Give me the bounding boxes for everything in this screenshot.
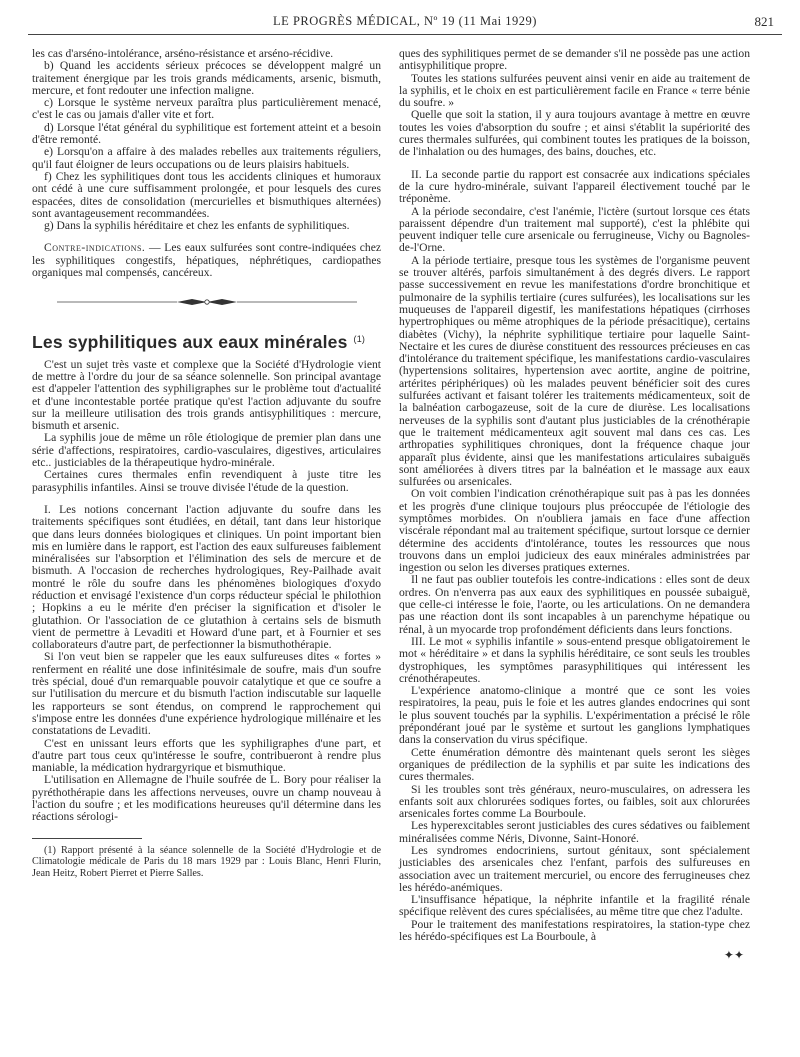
paragraph: Toutes les stations sulfurées peuvent ainsi venir en aide au traitement de la syphilis, et le choix en est particulièrement facile en France « terre bénie du soufre. » [399,71,750,110]
paragraph: Les hyperexcitables seront justiciables des cures sédatives ou faiblement minéralisées comme Néris, Divonne, Saint-Honoré. [399,819,750,845]
paragraph: A la période secondaire, c'est l'anémie, l'ictère (surtout lorsque ces états paraissent dépendre d'un traitement mal supporté), c'est la phlébite qui peuvent indiquer telle cure arsenicale ou ferrugineuse, Vichy ou Bagnoles-de-l'Orne. [399,204,750,255]
paragraph: g) Dans la syphilis héréditaire et chez les enfants de syphilitiques. [44,219,350,233]
left-column [32,48,381,879]
paragraph: les cas d'arséno-intolérance, arséno-résistance et arséno-récidive. [32,47,334,60]
paragraph: ques des syphilitiques permet de se demander s'il ne possède pas une action antisyphilitique propre. [399,47,750,73]
paragraph: Les syndromes endocriniens, surtout génitaux, sont spécialement justiciables des arsenicales chez l'enfant, parfois des sulfureuses en association avec un traitement mercuriel, ou encore des ferrugineuses chez les hérédo-anémiques. [399,844,750,894]
contraindications-label: Contre-indications. [44,241,146,255]
paragraph: Si les troubles sont très généraux, neuro-musculaires, on adressera les enfants soit aux chlorurées sodiques fortes, ou faibles, soit aux chlorurées arsenicales fortes comme La Bourboule. [399,782,750,821]
paragraph: On voit combien l'indication crénothérapique suit pas à pas les données et les progrès d'une clinique toujours plus préoccupée de l'étiologie des symptômes morbides. On n'oubliera jamais en face d'une affection viscérale répondant mal au traitement spécifique, surtout lorsque ce dernier détermine des accidents d'intolérance, toutes les ressources que nous trouvons dans un emploi judicieux des eaux minérales administrées par ingestion ou selon les diverses pratiques externes. [399,487,750,575]
article-title-text: Les syphilitiques aux eaux minérales [32,332,348,353]
running-head: LE PROGRÈS MÉDICAL, Nº 19 (11 Mai 1929) [273,14,537,28]
paragraph: Cette énumération démontre dès maintenant quels seront les sièges organiques de prédilection de la syphilis et par suite les indications des cures thermales. [399,745,750,784]
paragraph: C'est en unissant leurs efforts que les syphiligraphes d'une part, et d'autre part tous ceux qu'intéresse le soufre, contribueront à rendre plus maniable, la médication hydrargyrique et bismuthique. [32,736,381,775]
footnote-rule [32,838,142,839]
paragraph: L'insuffisance hépatique, la néphrite infantile et la fragilité rénale spécifique relèvent des cures spécialisées, au même titre que chez l'adulte. [399,893,750,919]
page-header [28,8,782,38]
paragraph: C'est un sujet très vaste et complexe que la Société d'Hydrologie vient de mettre à l'ordre du jour de sa séance solennelle. Son principal avantage est d'appeler l'attention des syphiligraphes sur le problème tout d'actualité et d'une incontestable portée pratique qu'est l'action adjuvante du soufre sur la meilleure utilisation des trois grands antisyphilitiques : mercure, bismuth et arsenic. [32,357,381,433]
paragraph: Il ne faut pas oublier toutefois les contre-indications : elles sont de deux ordres. On n'enverra pas aux eaux des syphilitiques en poussée subaiguë, que celle-ci intéresse le foie, l'aorte, ou les articulations. On ne demandera pas une réaction dont ils sont incapables à un parenchyme hépatique ou rénal, à un myocarde trop profondément déficients dans leurs fonctions. [399,573,750,636]
paragraph: Pour le traitement des manifestations respiratoires, la station-type chez les hérédo-spécifiques est La Bourboule, à [399,917,750,944]
paragraph: II. La seconde partie du rapport est consacrée aux indications spéciales de la cure hydro-minérale, suivant l'appareil électivement touché par le tréponème. [399,167,750,206]
paragraph: Certaines cures thermales enfin revendiquent à juste titre les parasyphilis infantiles. Ainsi se trouve divisée l'étude de la question. [32,468,381,494]
paragraph: L'utilisation en Allemagne de l'huile soufrée de L. Bory pour réaliser la pyréthothérapie dans les affections nerveuses, ouvre un champ nouveau à l'action du soufre ; et les modifications heureuses qu'il détermine dans les réactions sérologi- [32,773,381,824]
paragraph: A la période tertiaire, presque tous les systèmes de l'organisme peuvent se trouver altérés, parfois simultanément à des degrés divers. Le rapport passe successivement en revue les manifestations d'ordre bronchitique et pulmonaire de la syphilis tertiaire (cures sulfurées), les localisations sur les muqueuses de l'appareil digestif, les manifestations hépatiques (cirrhoses hypertrophiques ou même atrophiques de la période présacitique), certains diabètes (Vichy), la néphrite syphilitique tertiaire pour laquelle Saint-Nectaire et les cures de diurèse constituent des ressources précieuses en cas d'intolérance du traitement spécifique, les manifestations cardio-vasculaires (hypertensions solitaires, hypertension avec aortite, angine de poitrine, artérites périphériques) où les malades peuvent bénéficier soit des cures sulfurées activant et faisant tolérer les traitements médicamenteux, soit de la balnéation carbogazeuse, soit de la cure de diurèse. Les localisations nerveuses de la syphilis sont d'autant plus justiciables de la crénothérapie que le traitement médicamenteux agit souvent mal dans ces cas. Les arthropaties syphilitiques chroniques, dont la fréquence chaque jour apparaît plus évidente, ainsi que les manifestations articulaires subaiguës sont améliorées à divers titres par la balnéation et le massage aux eaux sulfurées ou arsenicales. [399,253,750,489]
paragraph: e) Lorsqu'on a affaire à des malades rebelles aux traitements réguliers, qu'il faut éloigner de leurs occupations ou de leurs plaisirs habituels. [32,145,381,171]
section-ornament [32,297,381,307]
page-number: 821 [754,14,774,29]
footnote: (1) Rapport présenté à la séance solennelle de la Société d'Hydrologie et de Climatologie médicale de Paris du 18 mars 1929 par : Louis Blanc, Henri Flurin, Jean Heitz, Robert Pierret et Pierre Salles. [32,844,381,879]
contraindications-paragraph [32,242,381,279]
right-column [399,48,750,962]
footnote-ref: (1) [353,334,366,345]
end-mark-icon: ✦✦ [723,948,744,963]
paragraph: Si l'on veut bien se rappeler que les eaux sulfureuses dites « fortes » renferment en réalité une dose infinitésimale de soufre, mais d'un soufre très spécial, doué d'un remarquable pouvoir catalytique et que ce soufre a sur l'utilisation du mercure et du bismuth l'action indiscutable sur laquelle les rapporteurs se sont étendus, on comprend le rapprochement qui s'impose entre les données d'une expérience hydrologique millénaire et les constatations de Levaditi. [32,650,381,738]
paragraph: La syphilis joue de même un rôle étiologique de premier plan dans une série d'affections, respiratoires, cardio-vasculaires, digestives, articulaires etc.. justiciables de la thérapeutique hydro-minérale. [32,431,381,470]
contraindications-text: — Les eaux sulfurées sont contre-indiquées chez les syphilitiques congestifs, hépatiques, néphrétiques, cardiopathes organiques mal compensés, cancéreux. [32,241,381,280]
paragraph: L'expérience anatomo-clinique a montré que ce sont les voies respiratoires, la peau, puis le foie et les autres glandes endocrines qui sont le plus souvent touchés par la syphilis. L'expérimentation a précisé le rôle prépondérant joué par le système et surtout les ganglions lymphatiques dans la conservation du virus spécifique. [399,684,750,747]
paragraph: b) Quand les accidents sérieux précoces se développent malgré un traitement énergique par les trois grands médicaments, arsenic, bismuth, mercure, et font redouter une infection maligne. [32,59,381,97]
header-rule [28,34,782,35]
ornament-rule-icon [57,297,357,307]
paragraph: f) Chez les syphilitiques dont tous les accidents cliniques et humoraux ont cédé à une cure suffisamment prolongée, et pour lesquels des cures espacées, dites de consolidation (mercurielles et bismuthiques alternées) sont avantageusement recommandées. [32,169,381,220]
paragraph: Quelle que soit la station, il y aura toujours avantage à mettre en œuvre toutes les voies d'absorption du soufre ; et ainsi s'établit la supériorité des cures thermales sulfurées, qui combinent toutes les pratiques de la boisson, de l'inhalation ou des humages, des bains, douches, etc. [399,108,750,159]
paragraph: I. Les notions concernant l'action adjuvante du soufre dans les traitements spécifiques sont étudiées, en détail, tant dans leur historique que dans leurs données biologiques et cliniques. Un point important bien mis en lumière dans le rapport, est l'action des eaux sulfureuses faiblement minéralisées sur l'absorption et l'élimination des sels de mercure et de bismuth. A l'occasion de recherches hydrologiques, Rey-Pailhade avait montré le rôle du soufre dans les phénomènes biologiques d'oxydo réduction et envisagé l'existence d'un corps réducteur spécial le philothion ; Hopkins a eu le mérite d'en préciser la signification et d'isoler le glutathion. Or l'association de ce glutathion à certains sels de bismuth vient de permettre à Levaditi et Howard d'une part, et à Fournier et ses collaborateurs d'autre part, de perfectionner la bismuthothérapie. [32,502,381,652]
paragraph: d) Lorsque l'état général du syphilitique est fortement atteint et a besoin d'être remonté. [32,120,381,147]
article-title [32,332,381,353]
paragraph: III. Le mot « syphilis infantile » sous-entend presque obligatoirement le mot « héréditaire » et dans la syphilis héréditaire, ce sont seuls les troubles dystrophiques, les symptômes parasyphilitiques qui intéressent les crénothérapeutes. [399,634,750,685]
paragraph: c) Lorsque le système nerveux paraîtra plus particulièrement menacé, c'est le cas ou jamais d'aller vite et fort. [32,96,381,122]
